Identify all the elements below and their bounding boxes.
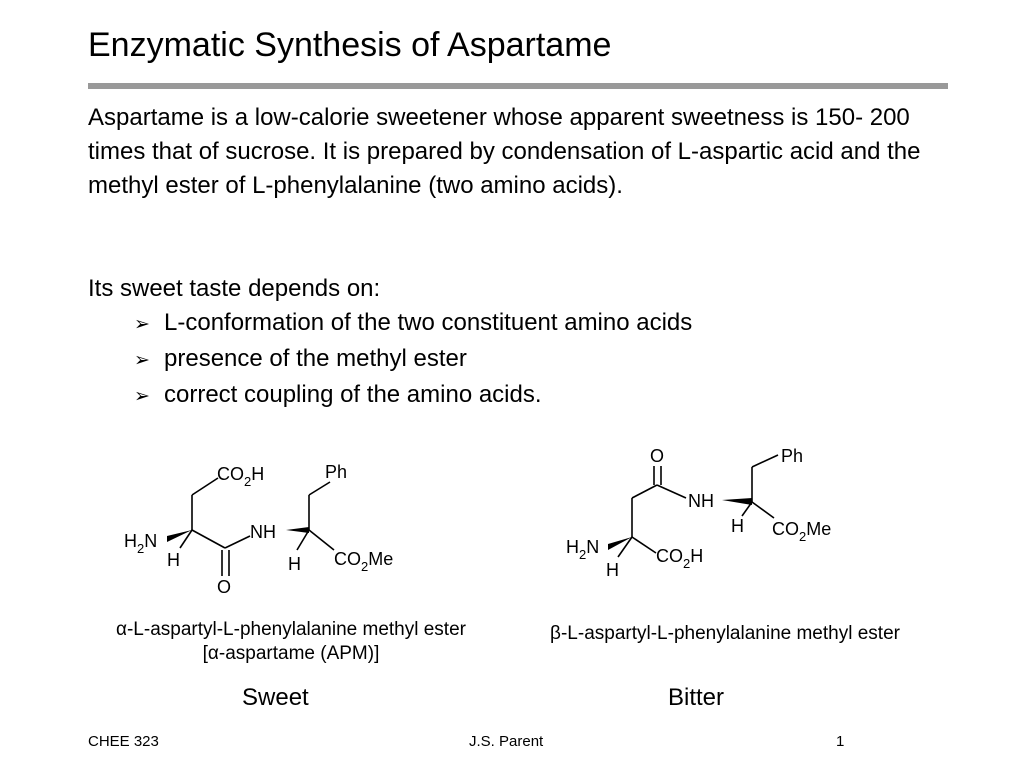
arrowhead-bullet-icon: ➢ <box>134 386 150 407</box>
carbonyl-oxygen-label: O <box>650 446 665 466</box>
hydrogen-label: H <box>288 554 301 574</box>
bitter-label: Bitter <box>668 684 725 711</box>
alpha-caption-line2: [α-aspartame (APM)] <box>202 643 380 664</box>
hydrogen-label: H <box>606 560 619 580</box>
arrowhead-bullet-icon: ➢ <box>134 350 150 371</box>
intro-paragraph: Aspartame is a low-calorie sweetener whose apparent sweetness is 150- 200 times that of sucrose. It is prepared by condensation of L-aspartic acid and the methyl ester of L-phenylalanine (two amino acids). <box>88 104 921 199</box>
bullet-text: correct coupling of the amino acids. <box>164 381 542 408</box>
hydrogen-label: H <box>731 516 744 536</box>
alpha-aspartame-structure <box>124 462 393 597</box>
bond <box>309 482 330 495</box>
carbonyl-oxygen-label: O <box>217 577 232 597</box>
alpha-caption <box>76 618 506 666</box>
alpha-caption-line1: α-L-aspartyl-L-phenylalanine methyl ester <box>116 619 466 640</box>
bond <box>192 478 218 495</box>
bullet-text: L-conformation of the two constituent amino acids <box>164 309 693 336</box>
sweet-label: Sweet <box>242 684 309 711</box>
bond <box>752 502 774 518</box>
alpha-symbol: α <box>207 643 219 664</box>
footer-course: CHEE 323 <box>88 733 159 750</box>
bond <box>752 455 778 467</box>
bond <box>309 530 334 550</box>
co2h-label: $CO_2H$ <box>217 464 265 489</box>
depends-heading: Its sweet taste depends on: <box>88 275 381 302</box>
hydrogen-label: H <box>167 550 180 570</box>
amine-label: $H_2N$ <box>124 531 158 556</box>
bullet-text: presence of the methyl ester <box>164 345 467 372</box>
phenyl-label: Ph <box>325 462 348 482</box>
co2h-label: $CO_2H$ <box>656 546 704 571</box>
bond <box>632 537 656 553</box>
phenyl-label: Ph <box>781 446 804 466</box>
bond <box>657 485 686 498</box>
amine-label: $H_2N$ <box>566 537 600 562</box>
alpha-symbol: α <box>116 619 127 640</box>
beta-aspartame-structure <box>566 446 831 580</box>
bond <box>632 485 657 498</box>
wedge-bond <box>722 498 752 505</box>
beta-caption: β-L-aspartyl-L-phenylalanine methyl ester <box>550 623 900 644</box>
bond <box>225 536 250 548</box>
nh-label: NH <box>688 491 714 511</box>
co2me-label: $CO_2Me$ <box>334 549 394 574</box>
footer-author: J.S. Parent <box>469 733 544 750</box>
arrowhead-bullet-icon: ➢ <box>134 314 150 335</box>
slide-title: Enzymatic Synthesis of Aspartame <box>88 26 612 64</box>
nh-label: NH <box>250 522 276 542</box>
co2me-label: $CO_2Me$ <box>772 519 832 544</box>
beta-symbol: β <box>550 623 561 644</box>
bond <box>192 530 225 548</box>
wedge-bond <box>286 527 309 533</box>
bond <box>297 530 309 550</box>
footer-page-number: 1 <box>836 733 845 750</box>
